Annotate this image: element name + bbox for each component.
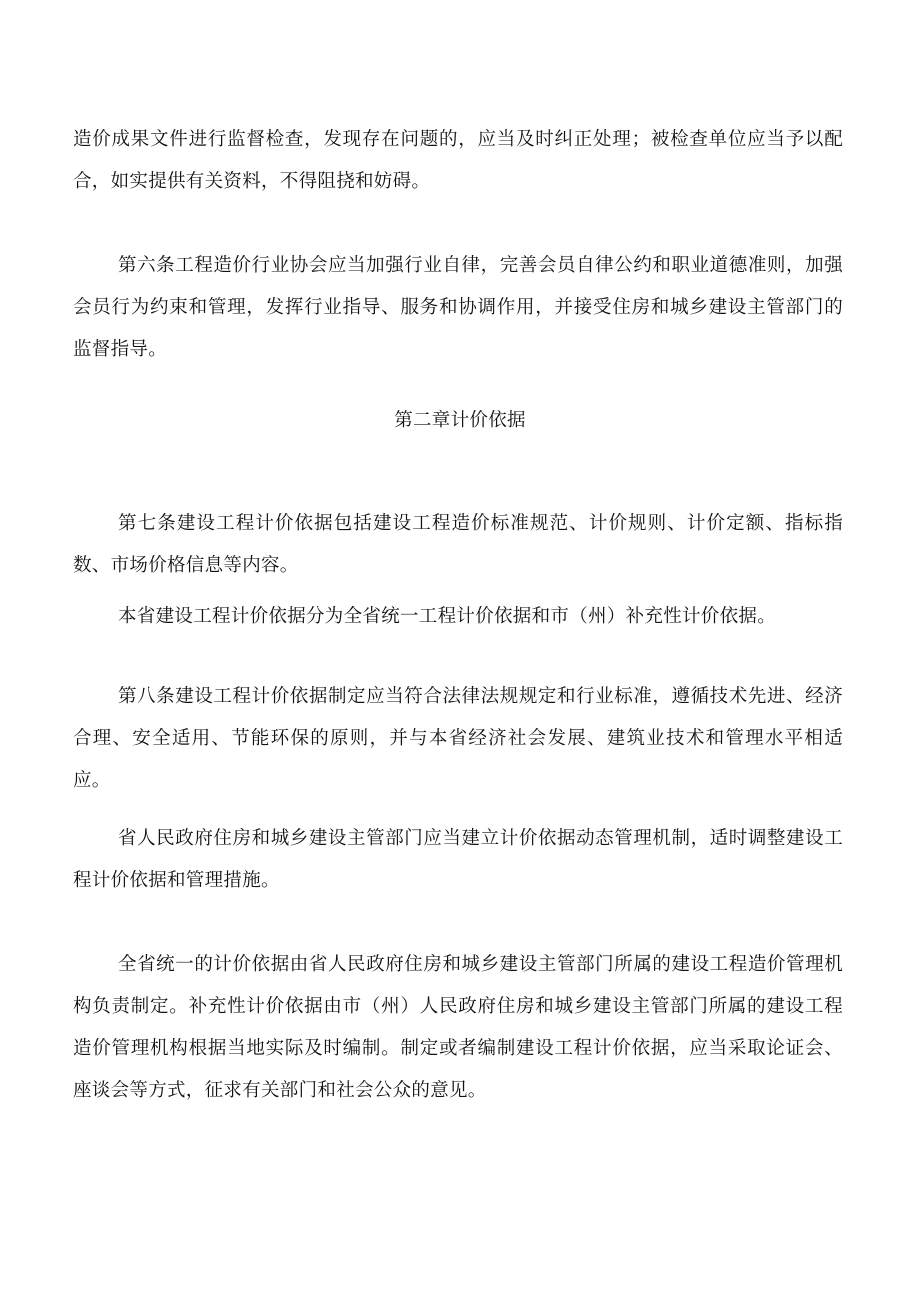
paragraph-article-6: 第六条工程造价行业协会应当加强行业自律，完善会员自律公约和职业道德准则，加强会员行为约束和管理，发挥行业指导、服务和协调作用，并接受住房和城乡建设主管部门的监督指导。 <box>73 255 843 360</box>
paragraph-continuation: 造价成果文件进行监督检查，发现存在问题的，应当及时纠正处理；被检查单位应当予以配合，如实提供有关资料，不得阻挠和妨碍。 <box>73 129 843 192</box>
paragraph-article-7-part-2: 本省建设工程计价依据分为全省统一工程计价依据和市（州）补充性计价依据。 <box>118 606 777 627</box>
paragraph-article-8-part-2: 省人民政府住房和城乡建设主管部门应当建立计价依据动态管理机制，适时调整建设工程计价依据和管理措施。 <box>73 828 843 891</box>
paragraph-article-8-part-3: 全省统一的计价依据由省人民政府住房和城乡建设主管部门所属的建设工程造价管理机构负责制定。补充性计价依据由市（州）人民政府住房和城乡建设主管部门所属的建设工程造价管理机构根据当地实际及时编制。制定或者编制建设工程计价依据，应当采取论证会、座谈会等方式，征求有关部门和社会公众的意见。 <box>73 954 843 1101</box>
paragraph-article-7: 第七条建设工程计价依据包括建设工程造价标准规范、计价规则、计价定额、指标指数、市场价格信息等内容。 <box>73 513 843 576</box>
chapter-heading: 第二章计价依据 <box>394 410 526 431</box>
paragraph-article-8: 第八条建设工程计价依据制定应当符合法律法规规定和行业标准，遵循技术先进、经济合理、安全适用、节能环保的原则，并与本省经济社会发展、建筑业技术和管理水平相适应。 <box>73 686 843 791</box>
